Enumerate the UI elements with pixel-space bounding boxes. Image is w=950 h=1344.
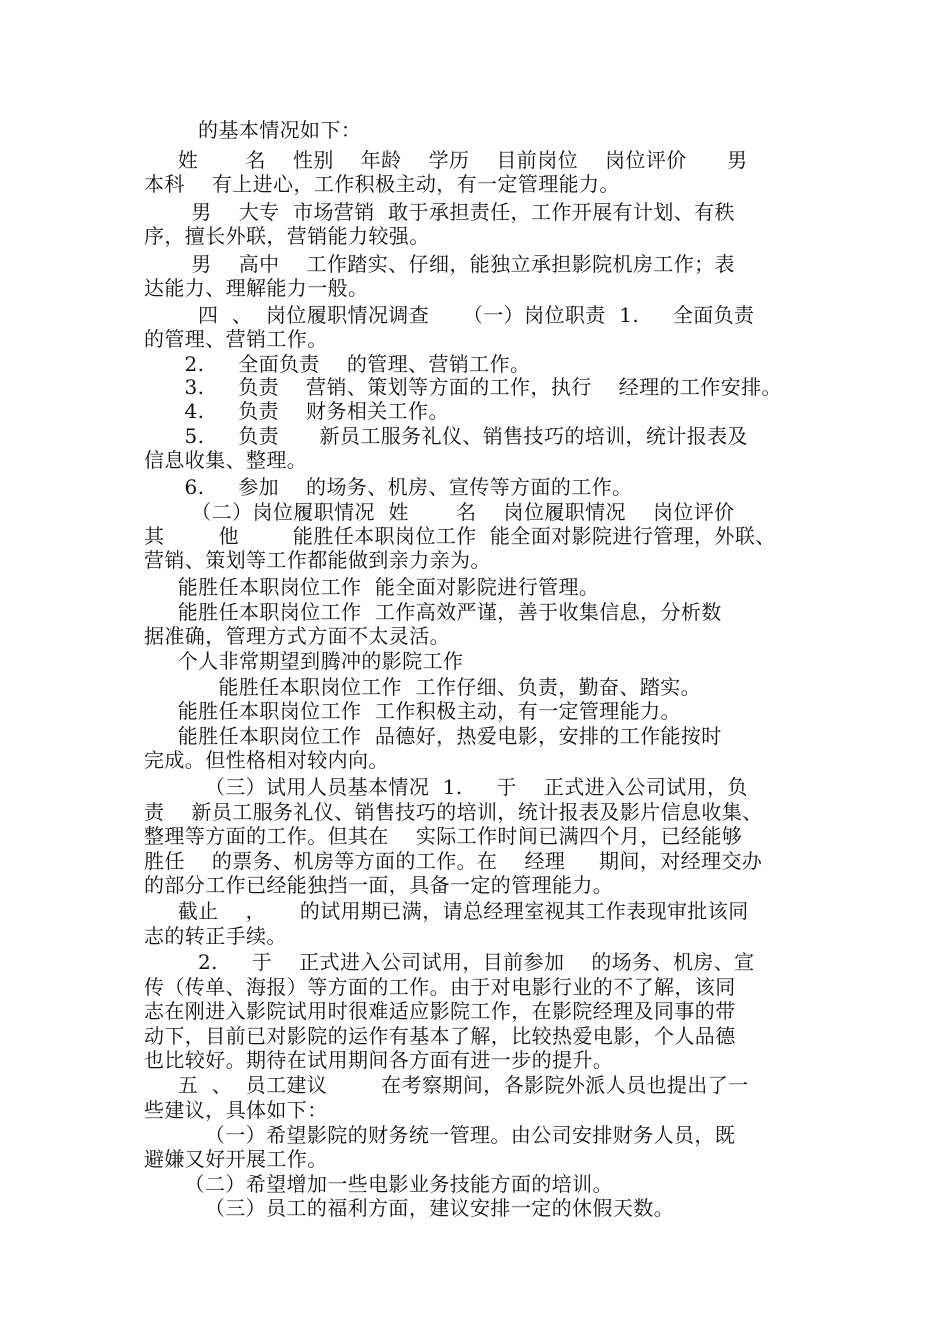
text-line: 能胜任本职岗位工作 品德好，热爱电影，安排的工作能按时 xyxy=(144,724,722,748)
text-line: 3. 负责 营销、策划等方面的工作，执行 经理的工作安排。 xyxy=(144,375,782,399)
text-line: 男 高中 工作踏实、仔细，能独立承担影院机房工作；表 xyxy=(144,252,735,276)
text-line: 信息收集、整理。 xyxy=(144,448,308,472)
text-line: 志的转正手续。 xyxy=(144,924,287,948)
text-line: 截止 ， 的试用期已满，请总经理室视其工作表现审批该同 xyxy=(144,899,749,923)
text-line: 男 大专 市场营销 敢于承担责任，工作开展有计划、有秩 xyxy=(144,200,735,224)
text-line: 姓 名 性别 年龄 学历 目前岗位 岗位评价 男 xyxy=(144,148,748,172)
text-line: 避嫌又好开展工作。 xyxy=(144,1147,328,1171)
text-line: 2. 于 正式进入公司试用，目前参加 的场务、机房、宣 xyxy=(144,950,755,974)
text-line: 据准确，管理方式方面不太灵活。 xyxy=(144,624,450,648)
text-line: 5. 负责 新员工服务礼仪、销售技巧的培训，统计报表及 xyxy=(144,424,748,448)
text-line: 其 他 能胜任本职岗位工作 能全面对影院进行管理，外联、 xyxy=(144,524,776,548)
text-line: 达能力、理解能力一般。 xyxy=(144,276,369,300)
text-line: 2. 全面负责 的管理、营销工作。 xyxy=(144,352,531,376)
text-line: 的基本情况如下： xyxy=(144,118,362,142)
text-line: 动下，目前已对影院的运作有基本了解，比较热爱电影，个人品德 xyxy=(144,1024,736,1048)
text-line: 4. 负责 财务相关工作。 xyxy=(144,399,449,423)
text-line: 能胜任本职岗位工作 工作积极主动，有一定管理能力。 xyxy=(144,699,681,723)
text-line: 四 、 岗位履职情况调查 （一）岗位职责 1. 全面负责 xyxy=(144,303,755,327)
text-line: 五 、 员工建议 在考察期间，各影院外派人员也提出了一 xyxy=(144,1073,749,1097)
text-line: 传（传单、海报）等方面的工作。由于对电影行业的不了解，该同 xyxy=(144,975,736,999)
text-line: 能胜任本职岗位工作 工作高效严谨，善于收集信息，分析数 xyxy=(144,600,722,624)
text-line: 责 新员工服务礼仪、销售技巧的培训，统计报表及影片信息收集、 xyxy=(144,800,763,824)
text-line: 的管理、营销工作。 xyxy=(144,327,328,351)
text-line: 志在刚进入影院试用时很难适应影院工作，在影院经理及同事的带 xyxy=(144,999,736,1023)
text-line: 也比较好。期待在试用期间各方面有进一步的提升。 xyxy=(144,1048,614,1072)
text-line: 的部分工作已经能独挡一面，具备一定的管理能力。 xyxy=(144,873,614,897)
text-line: 营销、策划等工作都能做到亲力亲为。 xyxy=(144,548,491,572)
text-line: 整理等方面的工作。但其在 实际工作时间已满四个月，已经能够 xyxy=(144,824,743,848)
text-line: （三）员工的福利方面，建议安排一定的休假天数。 xyxy=(144,1196,675,1220)
text-line: 完成。但性格相对较内向。 xyxy=(144,748,389,772)
text-line: 个人非常期望到腾冲的影院工作 xyxy=(144,649,464,673)
text-line: 6. 参加 的场务、机房、宣传等方面的工作。 xyxy=(144,475,633,499)
text-line: 序，擅长外联，营销能力较强。 xyxy=(144,224,430,248)
text-line: 胜任 的票务、机房等方面的工作。在 经理 期间，对经理交办 xyxy=(144,849,763,873)
text-line: （一）希望影院的财务统一管理。由公司安排财务人员，既 xyxy=(144,1123,736,1147)
text-line: 能胜任本职岗位工作 能全面对影院进行管理。 xyxy=(144,575,600,599)
text-line: （二）岗位履职情况 姓 名 岗位履职情况 岗位评价 xyxy=(144,500,735,524)
text-line: 能胜任本职岗位工作 工作仔细、负责，勤奋、踏实。 xyxy=(144,675,702,699)
text-line: （二）希望增加一些电影业务技能方面的培训。 xyxy=(144,1172,613,1196)
text-line: （三）试用人员基本情况 1. 于 正式进入公司试用，负 xyxy=(144,775,748,799)
text-line: 本科 有上进心，工作积极主动，有一定管理能力。 xyxy=(144,172,620,196)
text-line: 些建议，具体如下： xyxy=(144,1098,328,1122)
